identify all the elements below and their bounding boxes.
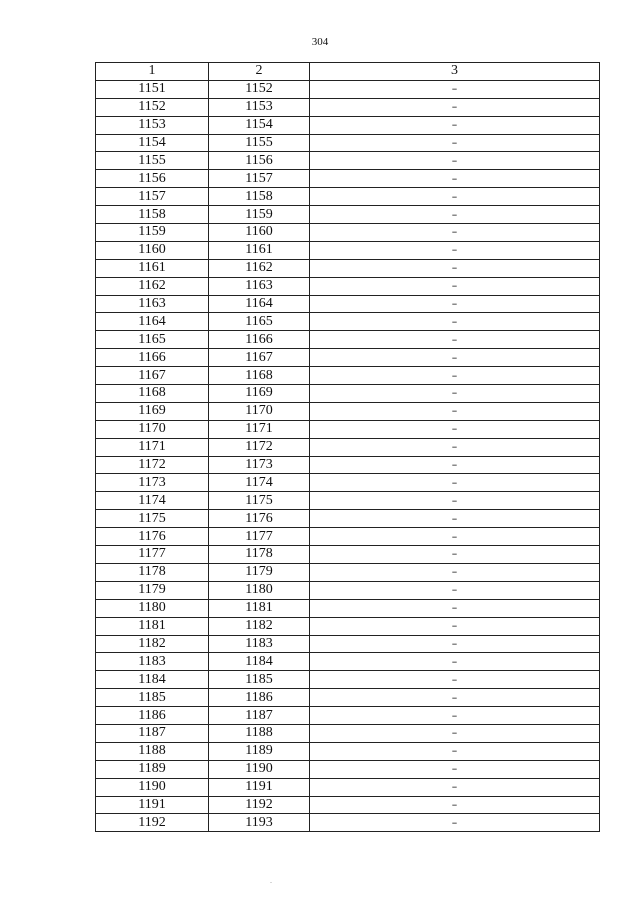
table-cell-col-1: 1159 — [96, 224, 209, 242]
table-row — [96, 188, 600, 206]
table-cell-col-2: 1189 — [209, 742, 310, 760]
table-cell-col-1: 1179 — [96, 581, 209, 599]
table-row — [96, 456, 600, 474]
table-cell-col-1: 1153 — [96, 116, 209, 134]
table-cell-col-2: 1174 — [209, 474, 310, 492]
table-row — [96, 742, 600, 760]
table-header — [96, 63, 600, 81]
table-cell-col-3: – — [310, 724, 600, 742]
table-cell-col-2: 1156 — [209, 152, 310, 170]
table-row — [96, 689, 600, 707]
table-row — [96, 170, 600, 188]
table-cell-col-1: 1187 — [96, 724, 209, 742]
table-row — [96, 707, 600, 725]
table-cell-col-3: – — [310, 402, 600, 420]
table-cell-col-3: – — [310, 760, 600, 778]
table-cell-col-1: 1185 — [96, 689, 209, 707]
table-cell-col-1: 1167 — [96, 367, 209, 385]
header-row — [96, 63, 600, 81]
table-row — [96, 331, 600, 349]
table-cell-col-2: 1170 — [209, 402, 310, 420]
table-cell-col-2: 1191 — [209, 778, 310, 796]
table-row — [96, 760, 600, 778]
table-row — [96, 778, 600, 796]
table-cell-col-3: – — [310, 224, 600, 242]
table-cell-col-2: 1187 — [209, 707, 310, 725]
table-cell-col-3: – — [310, 563, 600, 581]
table-cell-col-2: 1192 — [209, 796, 310, 814]
table-row — [96, 617, 600, 635]
table-cell-col-1: 1191 — [96, 796, 209, 814]
table-cell-col-1: 1171 — [96, 438, 209, 456]
table-cell-col-1: 1168 — [96, 385, 209, 403]
table-cell-col-3: – — [310, 349, 600, 367]
table-cell-col-1: 1162 — [96, 277, 209, 295]
table-cell-col-2: 1181 — [209, 599, 310, 617]
table-cell-col-1: 1158 — [96, 206, 209, 224]
table-row — [96, 563, 600, 581]
table-cell-col-1: 1190 — [96, 778, 209, 796]
table-row — [96, 599, 600, 617]
table-row — [96, 724, 600, 742]
table-cell-col-2: 1179 — [209, 563, 310, 581]
table-cell-col-3: – — [310, 689, 600, 707]
table-row — [96, 653, 600, 671]
table-cell-col-3: – — [310, 80, 600, 98]
data-table — [95, 62, 600, 832]
table-row — [96, 116, 600, 134]
table-cell-col-3: – — [310, 814, 600, 832]
table-cell-col-1: 1155 — [96, 152, 209, 170]
table-cell-col-3: – — [310, 152, 600, 170]
table-cell-col-2: 1185 — [209, 671, 310, 689]
table-row — [96, 224, 600, 242]
table-cell-col-1: 1176 — [96, 528, 209, 546]
table-cell-col-3: – — [310, 742, 600, 760]
table-cell-col-2: 1155 — [209, 134, 310, 152]
table-cell-col-3: – — [310, 206, 600, 224]
table-cell-col-2: 1154 — [209, 116, 310, 134]
table-row — [96, 420, 600, 438]
table-cell-col-3: – — [310, 385, 600, 403]
table-cell-col-1: 1178 — [96, 563, 209, 581]
table-cell-col-2: 1182 — [209, 617, 310, 635]
table-cell-col-2: 1168 — [209, 367, 310, 385]
table-cell-col-1: 1160 — [96, 241, 209, 259]
table-cell-col-1: 1182 — [96, 635, 209, 653]
column-header-1: 1 — [96, 63, 209, 81]
table-cell-col-1: 1189 — [96, 760, 209, 778]
table-cell-col-1: 1173 — [96, 474, 209, 492]
table-row — [96, 814, 600, 832]
table-row — [96, 134, 600, 152]
table-cell-col-2: 1161 — [209, 241, 310, 259]
table-cell-col-3: – — [310, 510, 600, 528]
table-cell-col-3: – — [310, 134, 600, 152]
table-cell-col-2: 1178 — [209, 546, 310, 564]
table-cell-col-3: – — [310, 98, 600, 116]
footer-mark: . — [270, 876, 272, 885]
table-cell-col-3: – — [310, 671, 600, 689]
table-cell-col-3: – — [310, 241, 600, 259]
table-cell-col-3: – — [310, 492, 600, 510]
table-cell-col-3: – — [310, 170, 600, 188]
table-cell-col-1: 1180 — [96, 599, 209, 617]
table-cell-col-3: – — [310, 313, 600, 331]
table-cell-col-3: – — [310, 188, 600, 206]
table-cell-col-1: 1151 — [96, 80, 209, 98]
table-cell-col-1: 1152 — [96, 98, 209, 116]
table-row — [96, 796, 600, 814]
table-cell-col-3: – — [310, 635, 600, 653]
column-header-2: 2 — [209, 63, 310, 81]
table-cell-col-1: 1170 — [96, 420, 209, 438]
table-cell-col-2: 1158 — [209, 188, 310, 206]
table-cell-col-3: – — [310, 116, 600, 134]
table-row — [96, 367, 600, 385]
table-row — [96, 295, 600, 313]
table-cell-col-3: – — [310, 456, 600, 474]
table-cell-col-1: 1175 — [96, 510, 209, 528]
table-row — [96, 206, 600, 224]
table-row — [96, 80, 600, 98]
table-cell-col-2: 1160 — [209, 224, 310, 242]
table-cell-col-3: – — [310, 438, 600, 456]
table-row — [96, 259, 600, 277]
table-cell-col-2: 1159 — [209, 206, 310, 224]
table-cell-col-1: 1174 — [96, 492, 209, 510]
table-cell-col-1: 1192 — [96, 814, 209, 832]
table-row — [96, 402, 600, 420]
table-cell-col-3: – — [310, 617, 600, 635]
table-row — [96, 474, 600, 492]
table-cell-col-2: 1169 — [209, 385, 310, 403]
table-cell-col-3: – — [310, 474, 600, 492]
table-cell-col-1: 1165 — [96, 331, 209, 349]
table-cell-col-2: 1180 — [209, 581, 310, 599]
table-cell-col-3: – — [310, 367, 600, 385]
table-row — [96, 581, 600, 599]
table-cell-col-2: 1162 — [209, 259, 310, 277]
table-cell-col-3: – — [310, 778, 600, 796]
table-cell-col-1: 1157 — [96, 188, 209, 206]
table-cell-col-2: 1177 — [209, 528, 310, 546]
table-cell-col-1: 1154 — [96, 134, 209, 152]
table-row — [96, 510, 600, 528]
table-cell-col-1: 1169 — [96, 402, 209, 420]
table-cell-col-2: 1193 — [209, 814, 310, 832]
table-cell-col-3: – — [310, 546, 600, 564]
table-row — [96, 438, 600, 456]
table-cell-col-1: 1181 — [96, 617, 209, 635]
table-cell-col-2: 1183 — [209, 635, 310, 653]
table-cell-col-1: 1188 — [96, 742, 209, 760]
table-cell-col-3: – — [310, 707, 600, 725]
table-cell-col-2: 1152 — [209, 80, 310, 98]
table-cell-col-3: – — [310, 599, 600, 617]
table-row — [96, 98, 600, 116]
table-cell-col-1: 1166 — [96, 349, 209, 367]
table-cell-col-1: 1161 — [96, 259, 209, 277]
table-cell-col-3: – — [310, 259, 600, 277]
table-cell-col-3: – — [310, 277, 600, 295]
table-cell-col-3: – — [310, 528, 600, 546]
table-cell-col-1: 1183 — [96, 653, 209, 671]
table-cell-col-2: 1175 — [209, 492, 310, 510]
table-cell-col-2: 1190 — [209, 760, 310, 778]
table-cell-col-3: – — [310, 331, 600, 349]
column-header-3: 3 — [310, 63, 600, 81]
table-cell-col-2: 1184 — [209, 653, 310, 671]
table-cell-col-2: 1171 — [209, 420, 310, 438]
page-number: 304 — [311, 36, 329, 48]
table-cell-col-1: 1163 — [96, 295, 209, 313]
table-cell-col-2: 1153 — [209, 98, 310, 116]
table-row — [96, 528, 600, 546]
table-cell-col-2: 1173 — [209, 456, 310, 474]
table-cell-col-3: – — [310, 295, 600, 313]
table-body — [96, 80, 600, 831]
table-cell-col-2: 1157 — [209, 170, 310, 188]
table-cell-col-2: 1176 — [209, 510, 310, 528]
table-cell-col-1: 1186 — [96, 707, 209, 725]
table-cell-col-2: 1165 — [209, 313, 310, 331]
table-cell-col-2: 1163 — [209, 277, 310, 295]
table-cell-col-1: 1164 — [96, 313, 209, 331]
table-cell-col-1: 1172 — [96, 456, 209, 474]
table-cell-col-2: 1172 — [209, 438, 310, 456]
table-cell-col-2: 1166 — [209, 331, 310, 349]
table-cell-col-3: – — [310, 653, 600, 671]
table-row — [96, 546, 600, 564]
table-row — [96, 313, 600, 331]
table-cell-col-2: 1186 — [209, 689, 310, 707]
table-row — [96, 349, 600, 367]
table-row — [96, 635, 600, 653]
table-cell-col-1: 1156 — [96, 170, 209, 188]
table-cell-col-3: – — [310, 796, 600, 814]
table-row — [96, 492, 600, 510]
table-row — [96, 152, 600, 170]
table-row — [96, 277, 600, 295]
table-cell-col-1: 1184 — [96, 671, 209, 689]
table-cell-col-2: 1188 — [209, 724, 310, 742]
table-row — [96, 241, 600, 259]
table-row — [96, 671, 600, 689]
table-cell-col-2: 1164 — [209, 295, 310, 313]
table-cell-col-3: – — [310, 420, 600, 438]
table-cell-col-1: 1177 — [96, 546, 209, 564]
table-cell-col-2: 1167 — [209, 349, 310, 367]
table-cell-col-3: – — [310, 581, 600, 599]
table-row — [96, 385, 600, 403]
